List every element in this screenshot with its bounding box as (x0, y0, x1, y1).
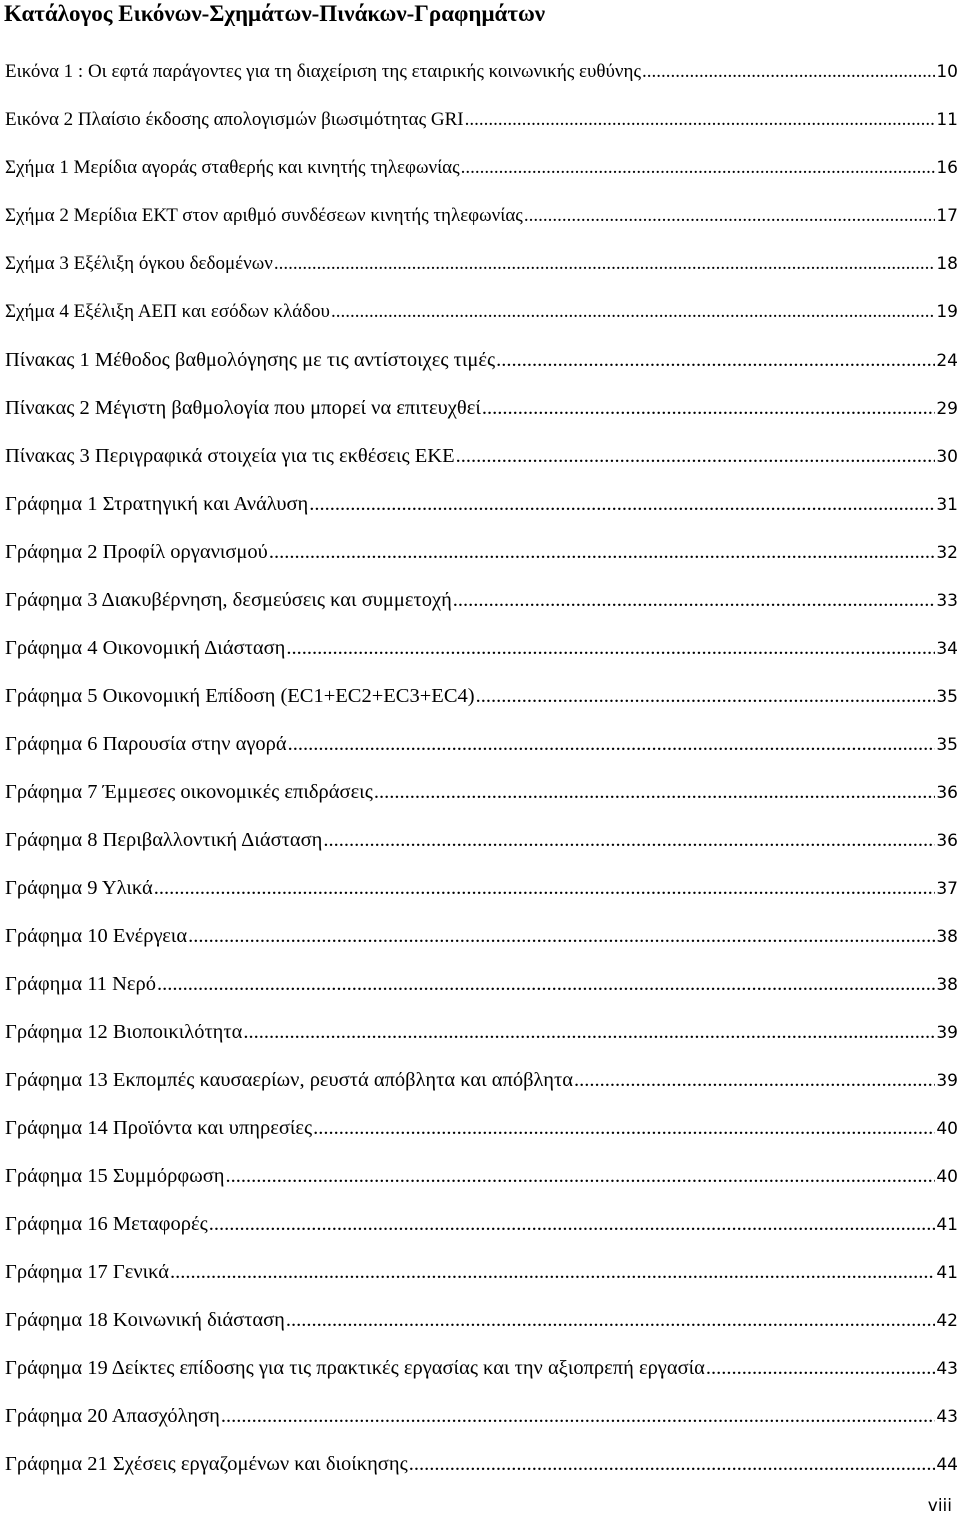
toc-entry-page: 17 (936, 206, 958, 226)
toc-entry[interactable] (0, 100, 960, 148)
toc-entry-label: Γράφημα 10 Ενέργεια (5, 925, 188, 947)
toc-entry-page: 30 (936, 447, 958, 467)
toc-entry-page: 40 (936, 1119, 958, 1139)
toc-entry-page: 41 (936, 1263, 958, 1283)
toc-entry-page: 38 (936, 927, 958, 947)
toc-entry-label: Εικόνα 2 Πλαίσιο έκδοσης απολογισμών βιωσιμότητας GRI (5, 109, 464, 130)
toc-entry-label: Γράφημα 17 Γενικά (5, 1261, 169, 1283)
toc-leader (274, 244, 936, 284)
toc-leader (323, 820, 935, 860)
toc-list (0, 52, 960, 1492)
toc-entry-page: 18 (936, 254, 958, 274)
toc-leader (286, 628, 935, 668)
toc-entry-page: 39 (936, 1023, 958, 1043)
toc-entry-page: 11 (936, 110, 958, 130)
toc-entry-label: Γράφημα 15 Συμμόρφωση (5, 1165, 225, 1187)
toc-entry-page: 36 (936, 831, 958, 851)
toc-entry-label: Γράφημα 12 Βιοποικιλότητα (5, 1021, 243, 1043)
toc-leader (170, 1252, 935, 1292)
toc-entry-label: Γράφημα 11 Νερό (5, 973, 156, 995)
toc-leader (243, 1012, 935, 1052)
page-title: Κατάλογος Εικόνων-Σχημάτων-Πινάκων-Γραφημάτων (4, 1, 546, 26)
toc-leader (453, 580, 936, 620)
toc-entry[interactable] (0, 916, 960, 964)
toc-entry[interactable] (0, 724, 960, 772)
toc-leader (642, 52, 935, 92)
toc-entry[interactable] (0, 1348, 960, 1396)
toc-leader (706, 1348, 935, 1388)
toc-entry-page: 10 (936, 62, 958, 82)
toc-entry-label: Σχήμα 2 Μερίδια ΕΚΤ στον αριθμό συνδέσεων κινητής τηλεφωνίας (5, 205, 523, 226)
toc-entry-page: 40 (936, 1167, 958, 1187)
toc-entry[interactable] (0, 340, 960, 388)
toc-entry-page: 24 (936, 351, 958, 371)
toc-entry[interactable] (0, 52, 960, 100)
toc-leader (409, 1444, 936, 1484)
toc-leader (456, 436, 936, 476)
toc-leader (286, 1300, 935, 1340)
toc-leader (496, 340, 935, 380)
toc-entry-page: 43 (936, 1359, 958, 1379)
toc-entry[interactable] (0, 676, 960, 724)
toc-entry-label: Πίνακας 1 Μέθοδος βαθμολόγησης με τις αντίστοιχες τιμές (5, 349, 496, 371)
toc-entry[interactable] (0, 1300, 960, 1348)
toc-entry-page: 44 (936, 1455, 958, 1475)
toc-entry[interactable] (0, 244, 960, 292)
toc-entry[interactable] (0, 772, 960, 820)
toc-entry[interactable] (0, 1444, 960, 1492)
toc-entry-page: 32 (936, 543, 958, 563)
toc-entry[interactable] (0, 292, 960, 340)
toc-entry-label: Γράφημα 16 Μεταφορές (5, 1213, 208, 1235)
toc-entry-label: Γράφημα 2 Προφίλ οργανισμού (5, 541, 268, 563)
toc-entry-page: 19 (936, 302, 958, 322)
toc-entry[interactable] (0, 820, 960, 868)
toc-entry[interactable] (0, 580, 960, 628)
toc-entry-page: 16 (936, 158, 958, 178)
toc-entry-page: 29 (936, 399, 958, 419)
toc-entry[interactable] (0, 964, 960, 1012)
toc-leader (154, 868, 936, 908)
toc-entry-page: 33 (936, 591, 958, 611)
toc-leader (574, 1060, 935, 1100)
toc-entry[interactable] (0, 388, 960, 436)
toc-entry-label: Γράφημα 5 Οικονομική Επίδοση (EC1+EC2+EC3+EC4) (5, 685, 475, 707)
toc-entry-label: Γράφημα 7 Έμμεσες οικονομικές επιδράσεις (5, 781, 373, 803)
toc-leader (269, 532, 936, 572)
toc-entry[interactable] (0, 1396, 960, 1444)
toc-entry-page: 36 (936, 783, 958, 803)
toc-entry-label: Σχήμα 3 Εξέλιξη όγκου δεδομένων (5, 253, 273, 274)
toc-entry[interactable] (0, 1204, 960, 1252)
toc-entry[interactable] (0, 532, 960, 580)
toc-entry-page: 39 (936, 1071, 958, 1091)
toc-entry-label: Σχήμα 4 Εξέλιξη ΑΕΠ και εσόδων κλάδου (5, 301, 330, 322)
toc-entry-label: Γράφημα 13 Εκπομπές καυσαερίων, ρευστά απόβλητα και απόβλητα (5, 1069, 573, 1091)
toc-leader (288, 724, 936, 764)
toc-entry-label: Γράφημα 20 Απασχόληση (5, 1405, 220, 1427)
toc-entry[interactable] (0, 1060, 960, 1108)
toc-leader (461, 148, 936, 188)
toc-leader (157, 964, 935, 1004)
toc-leader (524, 196, 936, 236)
toc-entry-page: 42 (936, 1311, 958, 1331)
toc-entry-page: 35 (936, 687, 958, 707)
toc-entry-page: 34 (936, 639, 958, 659)
toc-entry-label: Γράφημα 6 Παρουσία στην αγορά (5, 733, 287, 755)
toc-entry-page: 37 (936, 879, 958, 899)
toc-leader (331, 292, 935, 332)
toc-leader (476, 676, 936, 716)
toc-entry[interactable] (0, 628, 960, 676)
toc-entry-label: Γράφημα 21 Σχέσεις εργαζομένων και διοίκησης (5, 1453, 408, 1475)
toc-entry[interactable] (0, 484, 960, 532)
toc-entry[interactable] (0, 868, 960, 916)
toc-entry[interactable] (0, 1156, 960, 1204)
toc-entry[interactable] (0, 436, 960, 484)
toc-leader (482, 388, 936, 428)
toc-entry-label: Πίνακας 3 Περιγραφικά στοιχεία για τις εκθέσεις ΕΚΕ (5, 445, 455, 467)
toc-entry[interactable] (0, 1108, 960, 1156)
toc-entry[interactable] (0, 1252, 960, 1300)
toc-entry[interactable] (0, 1012, 960, 1060)
toc-leader (465, 100, 936, 140)
toc-entry-page: 31 (936, 495, 958, 515)
toc-entry-label: Σχήμα 1 Μερίδια αγοράς σταθερής και κινητής τηλεφωνίας (5, 157, 460, 178)
page-number: viii (927, 1496, 952, 1516)
toc-leader (209, 1204, 936, 1244)
toc-entry-label: Γράφημα 8 Περιβαλλοντική Διάσταση (5, 829, 323, 851)
toc-leader (313, 1108, 935, 1148)
toc-entry-label: Γράφημα 9 Υλικά (5, 877, 153, 899)
toc-entry-label: Γράφημα 14 Προϊόντα και υπηρεσίες (5, 1117, 313, 1139)
toc-entry-label: Γράφημα 3 Διακυβέρνηση, δεσμεύσεις και συμμετοχή (5, 589, 452, 611)
toc-leader (309, 484, 935, 524)
toc-entry-page: 35 (936, 735, 958, 755)
toc-entry-page: 41 (936, 1215, 958, 1235)
toc-entry-label: Γράφημα 19 Δείκτες επίδοσης για τις πρακτικές εργασίας και την αξιοπρεπή εργασία (5, 1357, 705, 1379)
toc-leader (221, 1396, 936, 1436)
toc-leader (374, 772, 936, 812)
toc-entry-page: 43 (936, 1407, 958, 1427)
toc-entry[interactable] (0, 148, 960, 196)
toc-entry-page: 38 (936, 975, 958, 995)
toc-entry-label: Γράφημα 4 Οικονομική Διάσταση (5, 637, 286, 659)
toc-entry-label: Γράφημα 1 Στρατηγική και Ανάλυση (5, 493, 309, 515)
toc-entry[interactable] (0, 196, 960, 244)
toc-leader (188, 916, 935, 956)
toc-entry-label: Γράφημα 18 Κοινωνική διάσταση (5, 1309, 285, 1331)
toc-entry-label: Πίνακας 2 Μέγιστη βαθμολογία που μπορεί να επιτευχθεί (5, 397, 481, 419)
toc-entry-label: Εικόνα 1 : Οι εφτά παράγοντες για τη διαχείριση της εταιρικής κοινωνικής ευθύνης (5, 61, 641, 82)
toc-leader (226, 1156, 936, 1196)
